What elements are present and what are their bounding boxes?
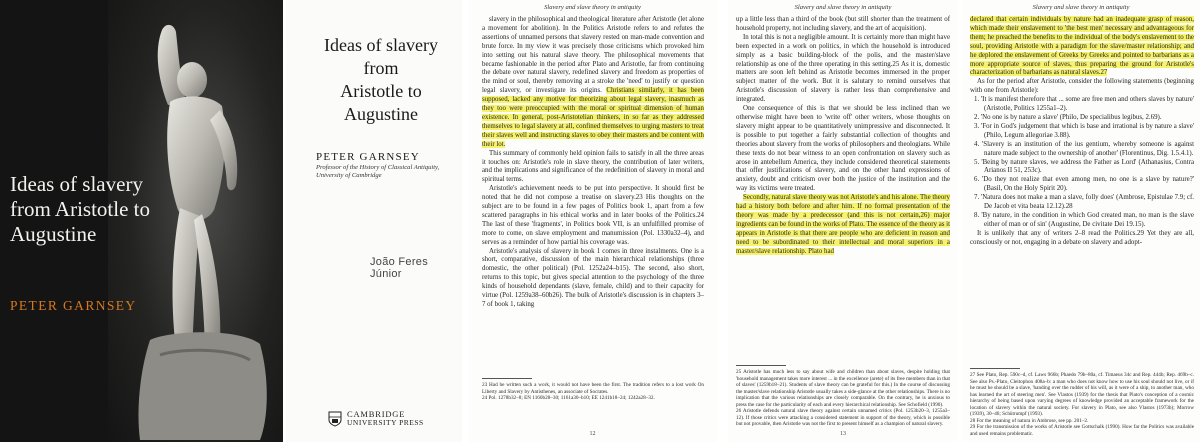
- text-run: up a little less than a third of the book (but still shorter than the treatment of household property, not including slavery, and the art of acquisition).: [736, 16, 950, 32]
- footnote-rule: [736, 365, 786, 366]
- highlighted-passage: declared that certain individuals by nature had an inadequate grasp of reason, which made their enslavement to 'the best men' necessary and advantageous for them; he preached the benefits to the individual of the body's enslavement to the soul, providing Aristotle with a paradigm for the slave/master relationship; and he deplored the enslavement of Greeks by Greeks and pointed to barbarians as a more appropriate source of slaves, thus preparing the ground for Aristotle's characterization of barbarians as natural slaves.27: [970, 16, 1194, 77]
- footnotes: [482, 382, 704, 402]
- paragraph: As for the period after Aristotle, consider the following statements (beginning with one from Aristotle):: [970, 78, 1194, 95]
- footnote: 27 See Plato, Rep. 590c–d, cf. Laws 966b; Phaedo 79b–80a, cf. Timaeus 34c and Rep. 444b; Rep. 469b–c. See also Ps.-Plato, Cleitophon 408a–b: a man who does not know how to use his soul should not live, or if he must he should be a slave, 'handing over the rudder of his will, as it were of a ship, to another man, who has learned the art of steering men'. See Vlastos (1939) for the thesis that Plato's conception of a cosmic hierarchy of being based upon varying degrees of knowledge provided an acceptable framework for the location of slavery within the natural society. For slavery in Plato, see also Vlastos (1973b); Morrow (1939), 30–46; Schütrumpf (1993).: [970, 372, 1194, 417]
- book-page-12: [468, 0, 717, 442]
- highlighted-passage: Christians similarly, it has been supposed, lacked any motive for theorizing about legal slavery, inasmuch as they too were preoccupied with the moral or spiritual dimension of human existence. In general, post-Aristotelian thinkers, in so far as they addressed themselves to legal slavery at all, confined themselves to urging masters to treat their slaves well and instructing slaves to obey their masters and be content with their lot.: [482, 87, 704, 148]
- paragraph: [736, 34, 950, 105]
- running-head: Slavery and slave theory in antiquity: [1032, 4, 1130, 11]
- page-number: 12: [589, 431, 596, 437]
- paragraph: [482, 185, 704, 247]
- footnote: 29 For the transmission of the works of Aristotle see Gottschalk (1990). How far the Politics was available and used remains problematic.: [970, 424, 1194, 437]
- paragraph: [482, 16, 704, 150]
- text-run: In total this is not a negligible amount. It is certainly more than might have been expected in a work on politics, in which the household is introduced simply as a basic building-block of the polis, and the master/slave relationship as one of the three operating in this setting.25 As it is, domestic matters are soon left behind as Aristotle becomes immersed in the proper subject matter of the work. But it is salutary to remind ourselves that Aristotle's discussion of slavery is rather less than comprehensive and integrated.: [736, 33, 950, 104]
- publisher-line-2: UNIVERSITY PRESS: [347, 417, 424, 427]
- owner-signature: João Feres Júnior: [370, 256, 429, 280]
- running-head: Slavery and slave theory in antiquity: [794, 4, 892, 11]
- footnotes: [970, 372, 1194, 437]
- paragraph: [736, 105, 950, 194]
- running-head: Slavery and slave theory in antiquity: [544, 4, 641, 11]
- page-body-text: [970, 16, 1194, 248]
- text-run: Aristotle's achievement needs to be put into perspective. It should first be noted that he did not compose a treatise on slavery.23 His thoughts on the subject are to be found in a few pages of Politics book 1, apart from a few scattered paragraphs in his ethical works and in later books of the Politics.24 The last of these 'fragments', in Politics book VII, is an unfulfilled promise of more to come, on slave employment and manumission (Pol. 1330a32–4), and serves as a reminder of how partial his coverage was.: [482, 185, 704, 246]
- statement-item: 1. 'It is manifest therefore that ... some are free men and others slaves by nature' (Aristotle, Politics 1255a1–2).: [974, 96, 1194, 113]
- footnote: 26 Aristotle defends natural slave theory against certain unnamed critics (Pol. 1253b20–3, 1255a3–12). If those critics were attacking a considered statement in support of the theory, which is possible but not provable, then Aristotle was not the first to present himself as a champion of natural slavery.: [736, 408, 950, 427]
- page-number: 13: [840, 431, 846, 437]
- book-page-14: [962, 0, 1200, 442]
- page-body-text: [736, 16, 950, 256]
- footnote: 28 For the meaning of natura in Ambrose, see pp. 201–2.: [970, 417, 1089, 424]
- text-run: slavery in the philosophical and theological literature after Aristotle (let alone a movement for abolition). In the Politics Aristotle refers to and refutes the assertions of unnamed persons that slavery rested on man-made convention and brute force. In my view it was precisely those criticisms which provoked him into setting out his natural slave theory. The philosophical movements that became fashionable in the period after Plato and Aristotle, far from continuing the debate over natural slavery, redefined slavery and freedom as properties of the mind or soul, thereby removing at a stroke the 'need' to justify or question legal slavery, or investigate its origins.: [482, 16, 704, 95]
- footnote-rule: [970, 368, 1020, 369]
- text-run: This summary of commonly held opinion fails to satisfy in all the three areas it touches on: Aristotle's role in slave theory, the contribution of later writers, and the implications and significance of the redefinition of slavery in moral and spiritual terms.: [482, 149, 704, 184]
- paragraph: [482, 150, 704, 186]
- statement-list: [970, 96, 1194, 230]
- title-page-title: [306, 34, 456, 126]
- statement-item: 8. 'By nature, in the condition in which God created man, no man is the slave either of man or of sin' (Augustine, De civitate Dei 19.15).: [974, 211, 1194, 228]
- statement-item: 5. 'Being by nature slaves, we address the Father as Lord' (Athanasius, Contra Arianos II 51, 253c).: [974, 158, 1194, 175]
- publisher-name: [347, 410, 424, 427]
- publisher-line-1: CAMBRIDGE: [347, 409, 406, 419]
- publisher-imprint: [328, 410, 424, 427]
- cover-title: Ideas of slavery from Aristotle to Augustine: [10, 172, 150, 246]
- university-crest-icon: [328, 411, 342, 427]
- statement-item: 4. 'Slavery is an institution of the ius gentium, whereby someone is against nature made subject to the ownership of another' (Florentinus, Dig. 1.5.4.1).: [974, 140, 1194, 157]
- title-line-2: from: [363, 58, 399, 78]
- title-page-author: PETER GARNSEY: [316, 151, 420, 163]
- paragraph: [736, 194, 950, 256]
- title-page-affiliation: Professor of the History of Classical Antiquity, University of Cambridge: [316, 164, 440, 180]
- footnotes: [736, 369, 950, 428]
- title-page: [286, 0, 462, 442]
- book-cover: [0, 0, 283, 442]
- title-line-3: Aristotle to Augustine: [340, 81, 422, 124]
- paragraph: It is unlikely that any of writers 2–8 read the Politics.29 Yet they are all, consciously or not, engaging in a debate on slavery and adopt-: [970, 229, 1194, 246]
- text-run: One consequence of this is that we should be less inclined than we otherwise might have been to 'write off' other writers, whose thoughts on slavery might appear to be quantitatively unimpressive and disconnected. It is possible to put together a fairly substantial collection of thoughts and theories about slavery from the works of philosophers and theologians. While these texts do not bear witness to an open confrontation on slavery such as arose in antebellum America, they include considered theoretical statements that offer justifications of slavery, and on the other hand expressions of anxiety, doubt and criticism over both the justice of the institution and the way its victims were treated.: [736, 105, 951, 193]
- footnote: 23 Had he written such a work, it would not have been the first. The tradition refers to a lost work On Liberty and Slavery by Antisthenes, an associate of Socrates.: [482, 382, 704, 395]
- paragraph: [970, 16, 1194, 78]
- footnote-rule: [482, 378, 532, 379]
- paragraph: [736, 16, 950, 34]
- title-line-1: Ideas of slavery: [324, 35, 438, 55]
- paragraph: [482, 248, 704, 310]
- footnote: 25 Aristotle has much less to say about wife and children than about slaves, despite holding that 'household management takes more interest ... in the excellence (arete) of its free members than in that of slaves' (1259b18–21). Students of slave theory can be grateful for this.) In the course of discussing the master/slave relationship Aristotle usually takes a side-glance at the other relationships. There is no implication that the various relationships are closely comparable. On the contrary, he is anxious to press the case for the particularity of each and every hierarchical relationship. See Schofield (1990).: [736, 369, 950, 408]
- statement-item: 3. 'For in God's judgement that which is base and irrational is by nature a slave' (Philo, Legum allegoriae 3.88).: [974, 122, 1194, 139]
- highlighted-passage: Secondly, natural slave theory was not Aristotle's and his alone. The theory had a history both before and after him. If no formal presentation of the theory was made by a predecessor (and this is not certain,26) major ingredients can be found in the works of Plato. The essence of the theory as it appears in Aristotle is that there are people who are deficient in reason and need to be subordinated to their intellectual and moral superiors in a master/slave relationship. Plato had: [736, 194, 950, 255]
- text-run: Aristotle's analysis of slavery in book 1 comes in three instalments. One is a short, comparative, discussion of the main hierarchical relationships (three domestic, the other political) (Pol. 1252a24–b15). The second, also short, returns to this topic, but gives special attention to the psychology of the three kinds of household dependants (slave, female, child) and to their capacity for virtue (Pol. 1259a38–60b26). The bulk of Aristotle's discussion is in chapters 3–7 of book 1, taking: [482, 247, 704, 308]
- statement-item: 6. 'Do they not realize that even among men, no one is a slave by nature?' (Basil, On the Holy Spirit 20).: [974, 176, 1194, 193]
- statement-item: 2. 'No one is by nature a slave' (Philo, De specialibus legibus, 2.69).: [974, 113, 1162, 121]
- page-body-text: [482, 16, 704, 310]
- book-page-13: [728, 0, 958, 442]
- statement-item: 7. 'Natura does not make a man a slave, folly does' (Ambrose, Epistulae 7.9; cf. De Jacob et vita beata 12.12).28: [974, 194, 1194, 211]
- footnote: 24 Pol. 1278b32–8; EN 1160b28–30; 1161a30–b10; EE 1241b18–24; 1242a28–32.: [482, 395, 655, 401]
- cover-author: PETER GARNSEY: [10, 298, 137, 313]
